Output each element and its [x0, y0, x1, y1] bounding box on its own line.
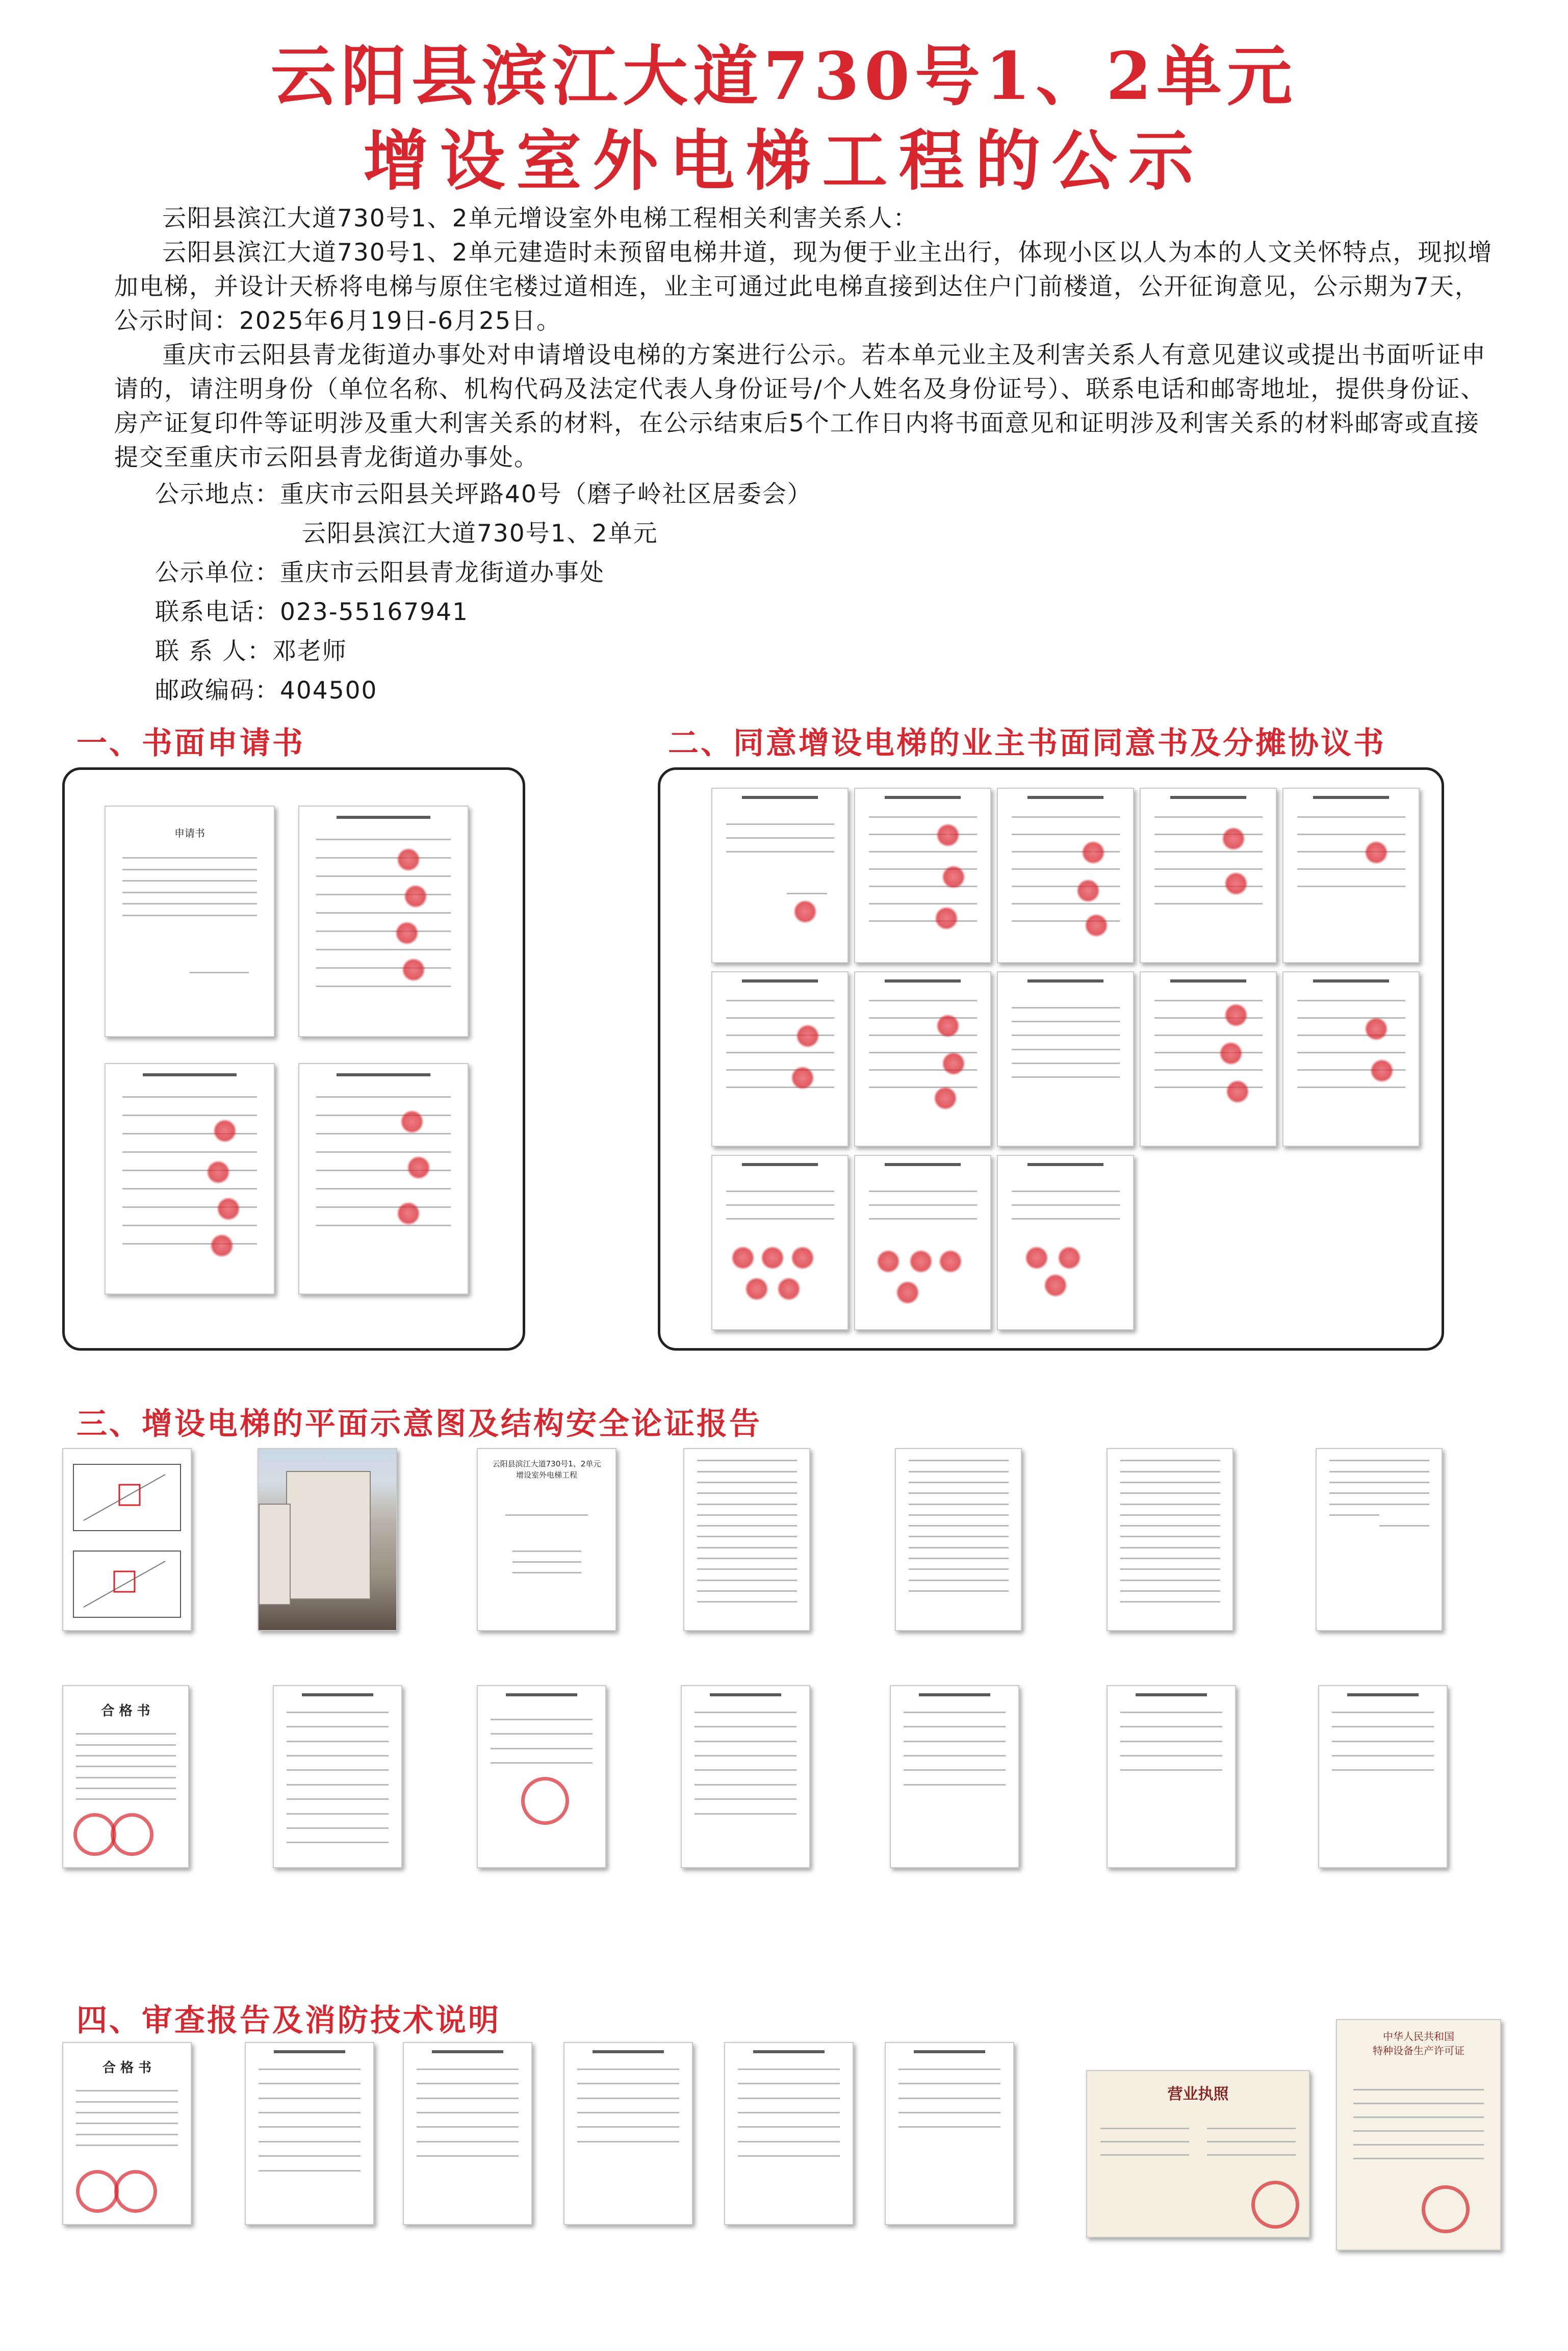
location-line-2	[114, 514, 1501, 553]
location-value-2: 云阳县滨江大道730号1、2单元	[302, 520, 658, 548]
consent-form-thumbnail-2	[854, 788, 991, 963]
owner-consent-thumbnail-2	[854, 971, 991, 1147]
building-photo-thumbnail	[258, 1448, 397, 1631]
review-form-thumbnail-1	[273, 1685, 402, 1868]
owner-consent-thumbnail-4	[1140, 971, 1277, 1147]
unit-value: 重庆市云阳县青龙街道办事处	[280, 559, 605, 587]
applicant-list-thumbnail-1	[298, 806, 469, 1037]
consent-form-thumbnail-5	[1282, 788, 1420, 963]
notice-title-line2: 增设室外电梯工程的公示	[363, 123, 1205, 199]
review-form-thumbnail-3	[681, 1685, 810, 1868]
consent-form-thumbnail-4	[1140, 788, 1277, 963]
report-page-thumbnail-4	[1316, 1448, 1443, 1631]
fire-review-form-thumbnail-1	[245, 2042, 374, 2225]
procedure-paragraph: 重庆市云阳县青龙街道办事处对申请增设电梯的方案进行公示。若本单元业主及利害关系人有意见建议或提出书面听证申请的，请注明身份（单位名称、机构代码及法定代表人身份证号/个人姓名及身份证号）、联系电话和邮寄地址，提供身份证、房产证复印件等证明涉及重大利害关系的材料，在公示结束后5个工作日内将书面意见和证明涉及利害关系的材料邮寄或直接提交至重庆市云阳县青龙街道办事处。	[114, 341, 1486, 472]
review-form-thumbnail-4	[890, 1685, 1019, 1868]
background-paragraph: 云阳县滨江大道730号1、2单元建造时未预留电梯井道，现为便于业主出行，体现小区以人为本的人文关怀特点，现拟增加电梯，并设计天桥将电梯与原住宅楼过道相连，业主可通过此电梯直接到达住户门前楼道，公开征询意见，公示期为7天，公示时间：2025年6月19日-6月25日。	[114, 239, 1493, 335]
qualification-cert-title: 合 格 书	[101, 1703, 150, 1719]
section-heading-consent: 二、同意增设电梯的业主书面同意书及分摊协议书	[668, 726, 1386, 761]
section-heading-review-fire: 四、审查报告及消防技术说明	[76, 2003, 501, 2038]
cost-sharing-agreement-thumbnail-1	[711, 1155, 849, 1330]
review-cert-thumbnail	[62, 2042, 192, 2225]
applicant-list-thumbnail-3	[298, 1063, 469, 1295]
section-heading-application: 一、书面申请书	[76, 726, 305, 761]
postcode-value: 404500	[280, 677, 378, 705]
fire-review-form-thumbnail-2	[403, 2042, 532, 2225]
structural-report-cover-thumbnail	[477, 1448, 616, 1631]
cost-sharing-agreement-thumbnail-3	[997, 1155, 1134, 1330]
unit-label: 公示单位：	[155, 559, 280, 587]
postcode-label: 邮政编码：	[155, 677, 280, 705]
contact-label: 联 系 人：	[155, 637, 272, 665]
phone-value: 023-55167941	[280, 598, 469, 626]
phone-line	[114, 592, 1501, 632]
permit-title: 中华人民共和国 特种设备生产许可证	[1373, 2030, 1464, 2057]
report-cover-title: 云阳县滨江大道730号1、2单元 增设室外电梯工程	[492, 1459, 601, 1480]
application-letter-title: 申请书	[174, 827, 205, 839]
qualification-cert-thumbnail	[62, 1685, 189, 1868]
location-label: 公示地点：	[155, 480, 280, 508]
fire-review-form-thumbnail-5	[885, 2042, 1014, 2225]
fire-review-form-thumbnail-3	[563, 2042, 693, 2225]
owner-consent-thumbnail-1	[711, 971, 849, 1147]
section-heading-plan-report: 三、增设电梯的平面示意图及结构安全论证报告	[76, 1406, 762, 1442]
fire-review-form-thumbnail-4	[724, 2042, 854, 2225]
location-value-1: 重庆市云阳县关坪路40号（磨子岭社区居委会）	[280, 480, 812, 508]
contact-value: 邓老师	[272, 637, 347, 665]
cost-sharing-agreement-thumbnail-2	[854, 1155, 991, 1330]
report-page-thumbnail-3	[1107, 1448, 1233, 1631]
report-page-thumbnail-2	[895, 1448, 1022, 1631]
postcode-line	[114, 671, 1501, 710]
applicant-list-thumbnail-2	[105, 1063, 275, 1295]
review-form-thumbnail-5	[1107, 1685, 1236, 1868]
review-cert-title: 合 格 书	[102, 2060, 152, 2076]
review-form-thumbnail-2	[477, 1685, 606, 1868]
site-plan-thumbnail	[62, 1448, 192, 1631]
consent-form-thumbnail-3	[997, 788, 1134, 963]
application-letter-thumbnail	[105, 806, 275, 1037]
owner-consent-thumbnail-3	[997, 971, 1134, 1147]
business-license-title: 营业执照	[1167, 2085, 1229, 2103]
addressee-paragraph: 云阳县滨江大道730号1、2单元增设室外电梯工程相关利害关系人：	[162, 204, 918, 232]
consent-form-thumbnail-1	[711, 788, 849, 963]
notice-body	[114, 201, 1501, 710]
special-equipment-permit-thumbnail	[1336, 2019, 1501, 2251]
site-plan-drawing	[63, 1449, 191, 1630]
unit-line	[114, 553, 1501, 592]
location-line-1	[114, 475, 1501, 514]
phone-label: 联系电话：	[155, 598, 280, 626]
business-license-thumbnail	[1086, 2070, 1310, 2238]
notice-title-line1: 云阳县滨江大道730号1、2单元	[270, 38, 1298, 115]
owner-consent-thumbnail-5	[1282, 971, 1420, 1147]
report-page-thumbnail-1	[683, 1448, 810, 1631]
review-form-thumbnail-6	[1318, 1685, 1448, 1868]
contact-line	[114, 632, 1501, 671]
